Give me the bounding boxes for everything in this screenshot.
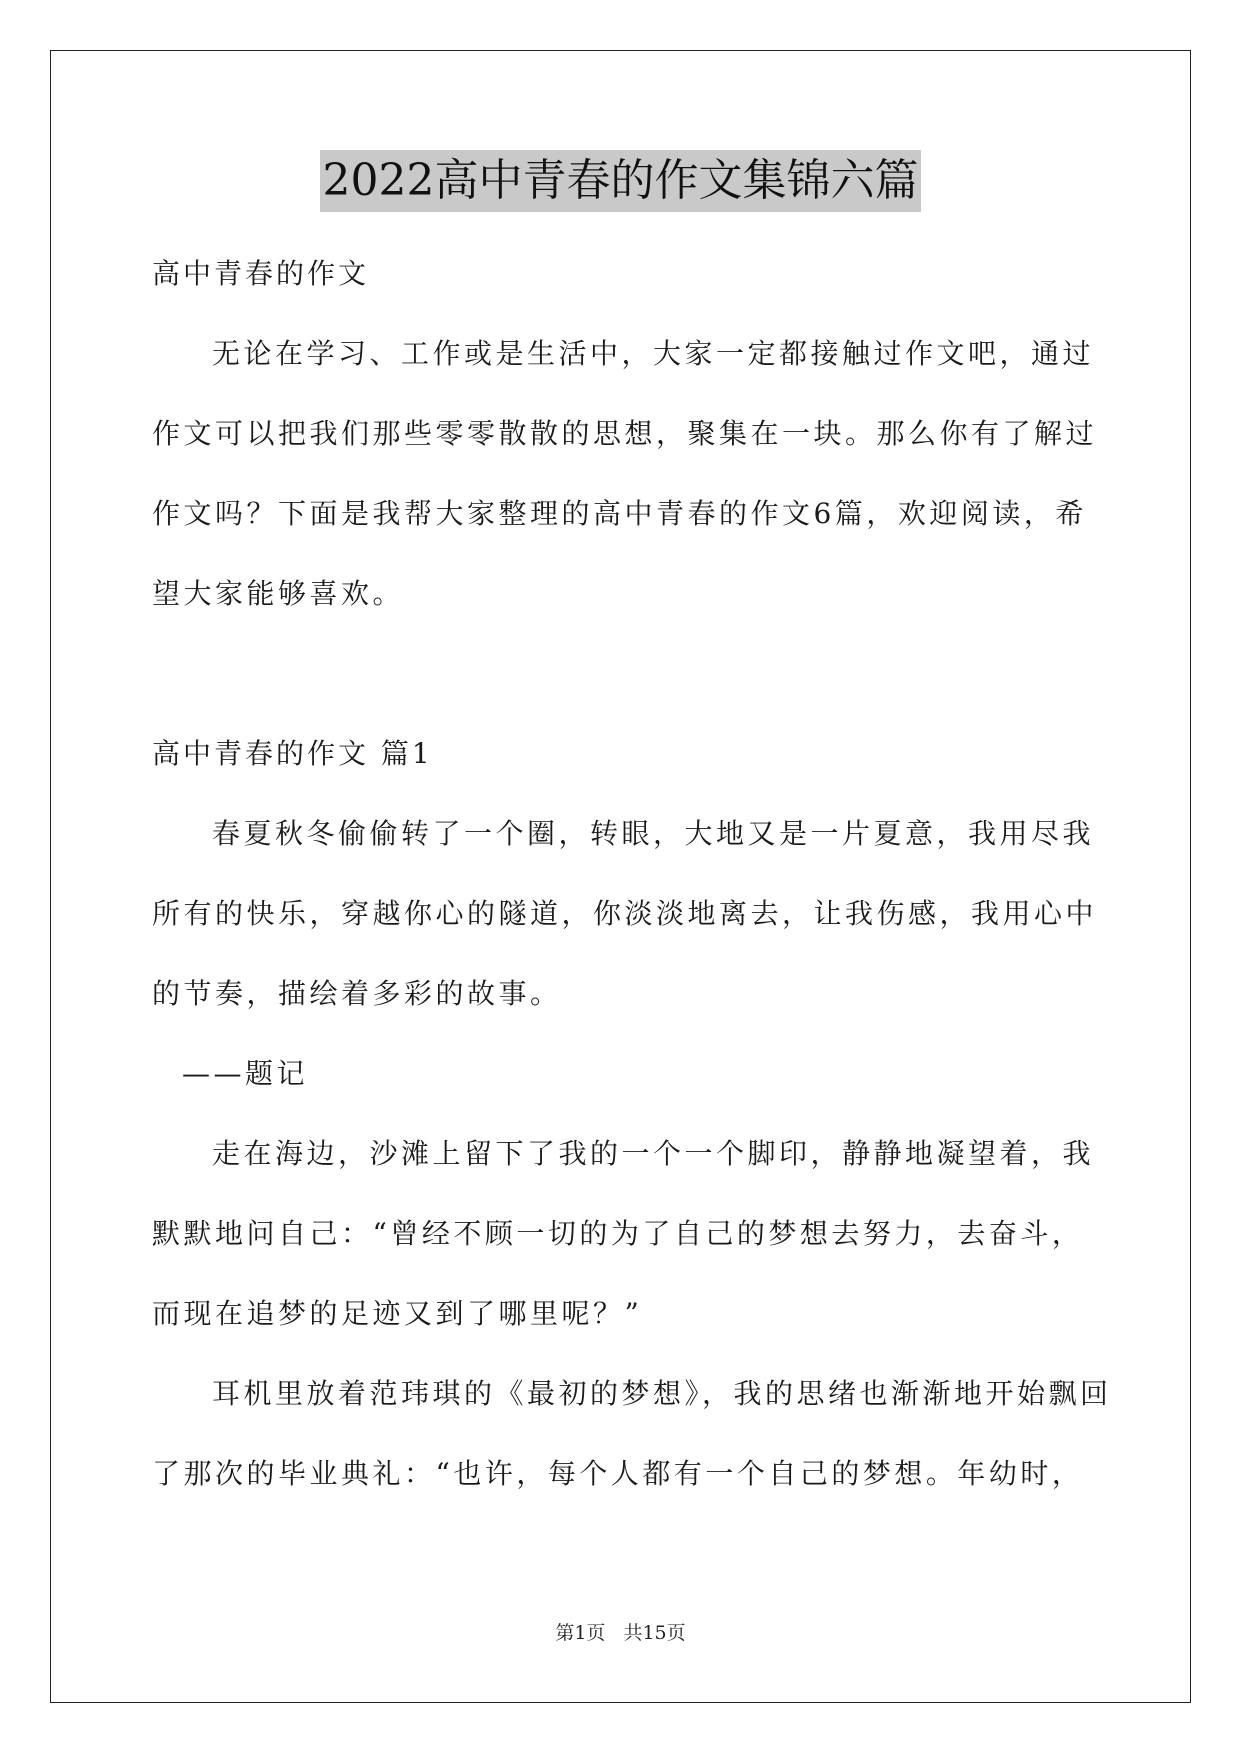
- paragraph-line: 默默地问自己：“曾经不顾一切的为了自己的梦想去努力，去奋斗，: [152, 1217, 1084, 1250]
- document-body: [152, 234, 1112, 1514]
- page-number: 第1页: [555, 1622, 606, 1644]
- paragraph-line: 所有的快乐，穿越你心的隧道，你淡淡地离去，让我伤感，我用心中: [152, 897, 1098, 930]
- document-title: 2022高中青春的作文集锦六篇: [320, 150, 922, 212]
- epigraph: ——题记: [182, 1057, 309, 1090]
- paragraph-line: 而现在追梦的足迹又到了哪里呢？”: [152, 1297, 643, 1330]
- paragraph-line: 春夏秋冬偷偷转了一个圈，转眼，大地又是一片夏意，我用尽我: [212, 817, 1095, 850]
- intro-line: 作文吗？下面是我帮大家整理的高中青春的作文6篇，欢迎阅读，希: [152, 497, 1087, 530]
- section-gap: [152, 634, 1092, 714]
- intro-line: 望大家能够喜欢。: [152, 577, 405, 610]
- paragraph-line: 的节奏，描绘着多彩的故事。: [152, 977, 562, 1010]
- intro-line: 无论在学习、工作或是生活中，大家一定都接触过作文吧，通过: [212, 337, 1095, 370]
- section-heading: 高中青春的作文 篇1: [152, 737, 433, 770]
- paragraph-line: 走在海边，沙滩上留下了我的一个一个脚印，静静地凝望着，我: [212, 1137, 1095, 1170]
- intro-heading: 高中青春的作文: [152, 257, 370, 290]
- paragraph-line: 了那次的毕业典礼：“也许，每个人都有一个自己的梦想。年幼时，: [152, 1457, 1084, 1490]
- page-footer: [0, 1618, 1241, 1645]
- page-total: 共15页: [623, 1622, 686, 1644]
- paragraph-line: 耳机里放着范玮琪的《最初的梦想》，我的思绪也渐渐地开始飘回: [212, 1377, 1112, 1410]
- intro-line: 作文可以把我们那些零零散散的思想，聚集在一块。那么你有了解过: [152, 417, 1098, 450]
- title-container: [0, 150, 1241, 212]
